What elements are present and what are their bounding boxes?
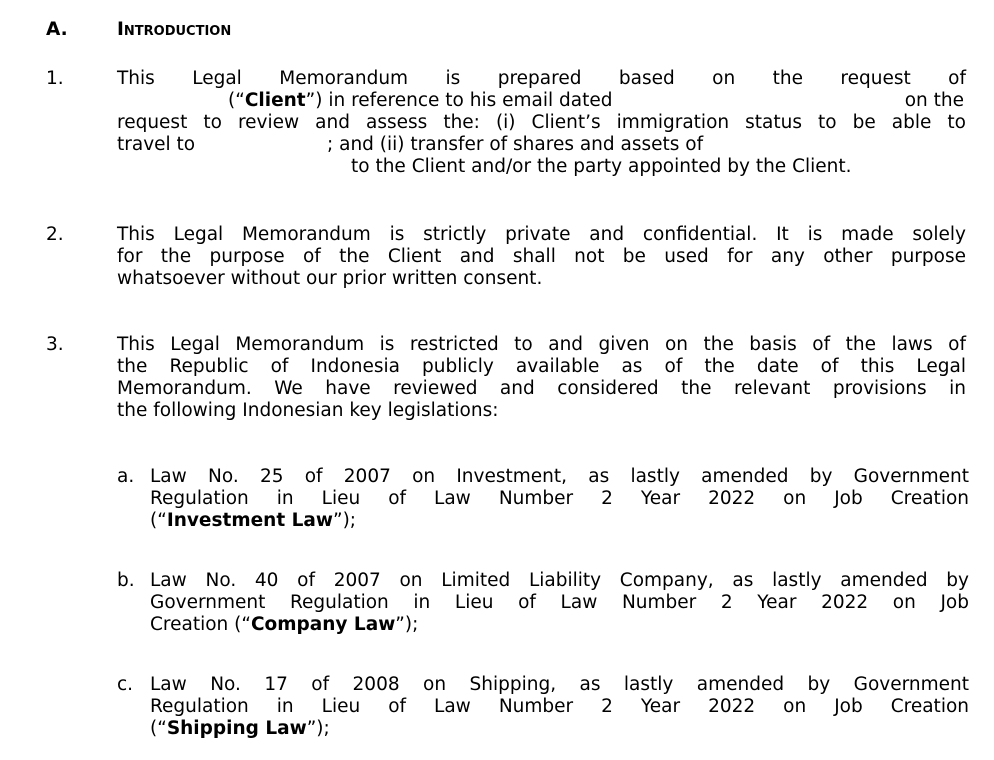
list-letter: b. — [117, 570, 135, 591]
list-line: Law No. 17 of 2008 on Shipping, as lastly amended by Government — [150, 674, 969, 695]
list-item-body — [150, 570, 969, 636]
paragraph-line: Memorandum. We have reviewed and considered the relevant provisions in — [117, 378, 966, 399]
paragraph-line: for the purpose of the Client and shall not be used for any other purpose — [117, 246, 966, 267]
paragraph-number: 2. — [46, 224, 64, 245]
list-line — [150, 614, 969, 636]
paragraph-body — [117, 224, 966, 290]
paragraph-line: This Legal Memorandum is strictly private and confidential. It is made solely — [117, 224, 966, 245]
paragraph-text: ; and (ii) transfer of shares and assets of — [327, 134, 704, 155]
list-line: Government Regulation in Lieu of Law Number 2 Year 2022 on Job — [150, 592, 969, 613]
defined-term-client: Client — [244, 90, 306, 111]
client-definition — [228, 90, 612, 112]
paragraph-line: request to review and assess the: (i) Client’s immigration status to be able to — [117, 112, 966, 133]
list-line: Law No. 40 of 2007 on Limited Liability Company, as lastly amended by — [150, 570, 969, 591]
list-line: Regulation in Lieu of Law Number 2 Year 2022 on Job Creation — [150, 488, 969, 509]
paragraph-body — [117, 68, 966, 178]
paragraph-number: 3. — [46, 334, 64, 355]
paragraph-line: the following Indonesian key legislations: — [117, 400, 499, 421]
list-item-body — [150, 674, 969, 740]
list-line — [150, 510, 969, 532]
list-item-body — [150, 466, 969, 532]
paragraph-text: on the — [904, 90, 964, 111]
paragraph-line — [117, 90, 966, 112]
list-letter: c. — [117, 674, 134, 695]
paragraph-line — [117, 156, 966, 178]
paragraph-text: ”) in reference to his email dated — [305, 90, 613, 111]
open-quote: (“ — [228, 90, 245, 111]
paragraph-line: This Legal Memorandum is prepared based on the request of — [117, 68, 966, 89]
paragraph-line: This Legal Memorandum is restricted to and given on the basis of the laws of — [117, 334, 966, 355]
paragraph-text: travel to — [117, 134, 196, 155]
paragraph-line — [117, 134, 966, 156]
defined-term: Company Law — [250, 614, 396, 635]
paragraph-body — [117, 334, 966, 422]
open-quote: Creation (“ — [150, 614, 251, 635]
paragraph-line: the Republic of Indonesia publicly available as of the date of this Legal — [117, 356, 966, 377]
close-quote: ”); — [395, 614, 419, 635]
paragraph-number: 1. — [46, 68, 64, 89]
open-quote: (“ — [150, 718, 167, 739]
list-line — [150, 718, 969, 740]
close-quote: ”); — [306, 718, 330, 739]
list-line: Regulation in Lieu of Law Number 2 Year 2022 on Job Creation — [150, 696, 969, 717]
paragraph-line: whatsoever without our prior written consent. — [117, 268, 543, 289]
section-letter: A. — [46, 19, 68, 40]
defined-term: Investment Law — [166, 510, 333, 531]
close-quote: ”); — [332, 510, 357, 531]
list-line: Law No. 25 of 2007 on Investment, as lastly amended by Government — [150, 466, 969, 487]
paragraph-text: to the Client and/or the party appointed by the Client. — [351, 156, 852, 177]
defined-term: Shipping Law — [166, 718, 307, 739]
open-quote: (“ — [150, 510, 167, 531]
section-title: Introduction — [117, 19, 232, 40]
list-letter: a. — [117, 466, 135, 487]
